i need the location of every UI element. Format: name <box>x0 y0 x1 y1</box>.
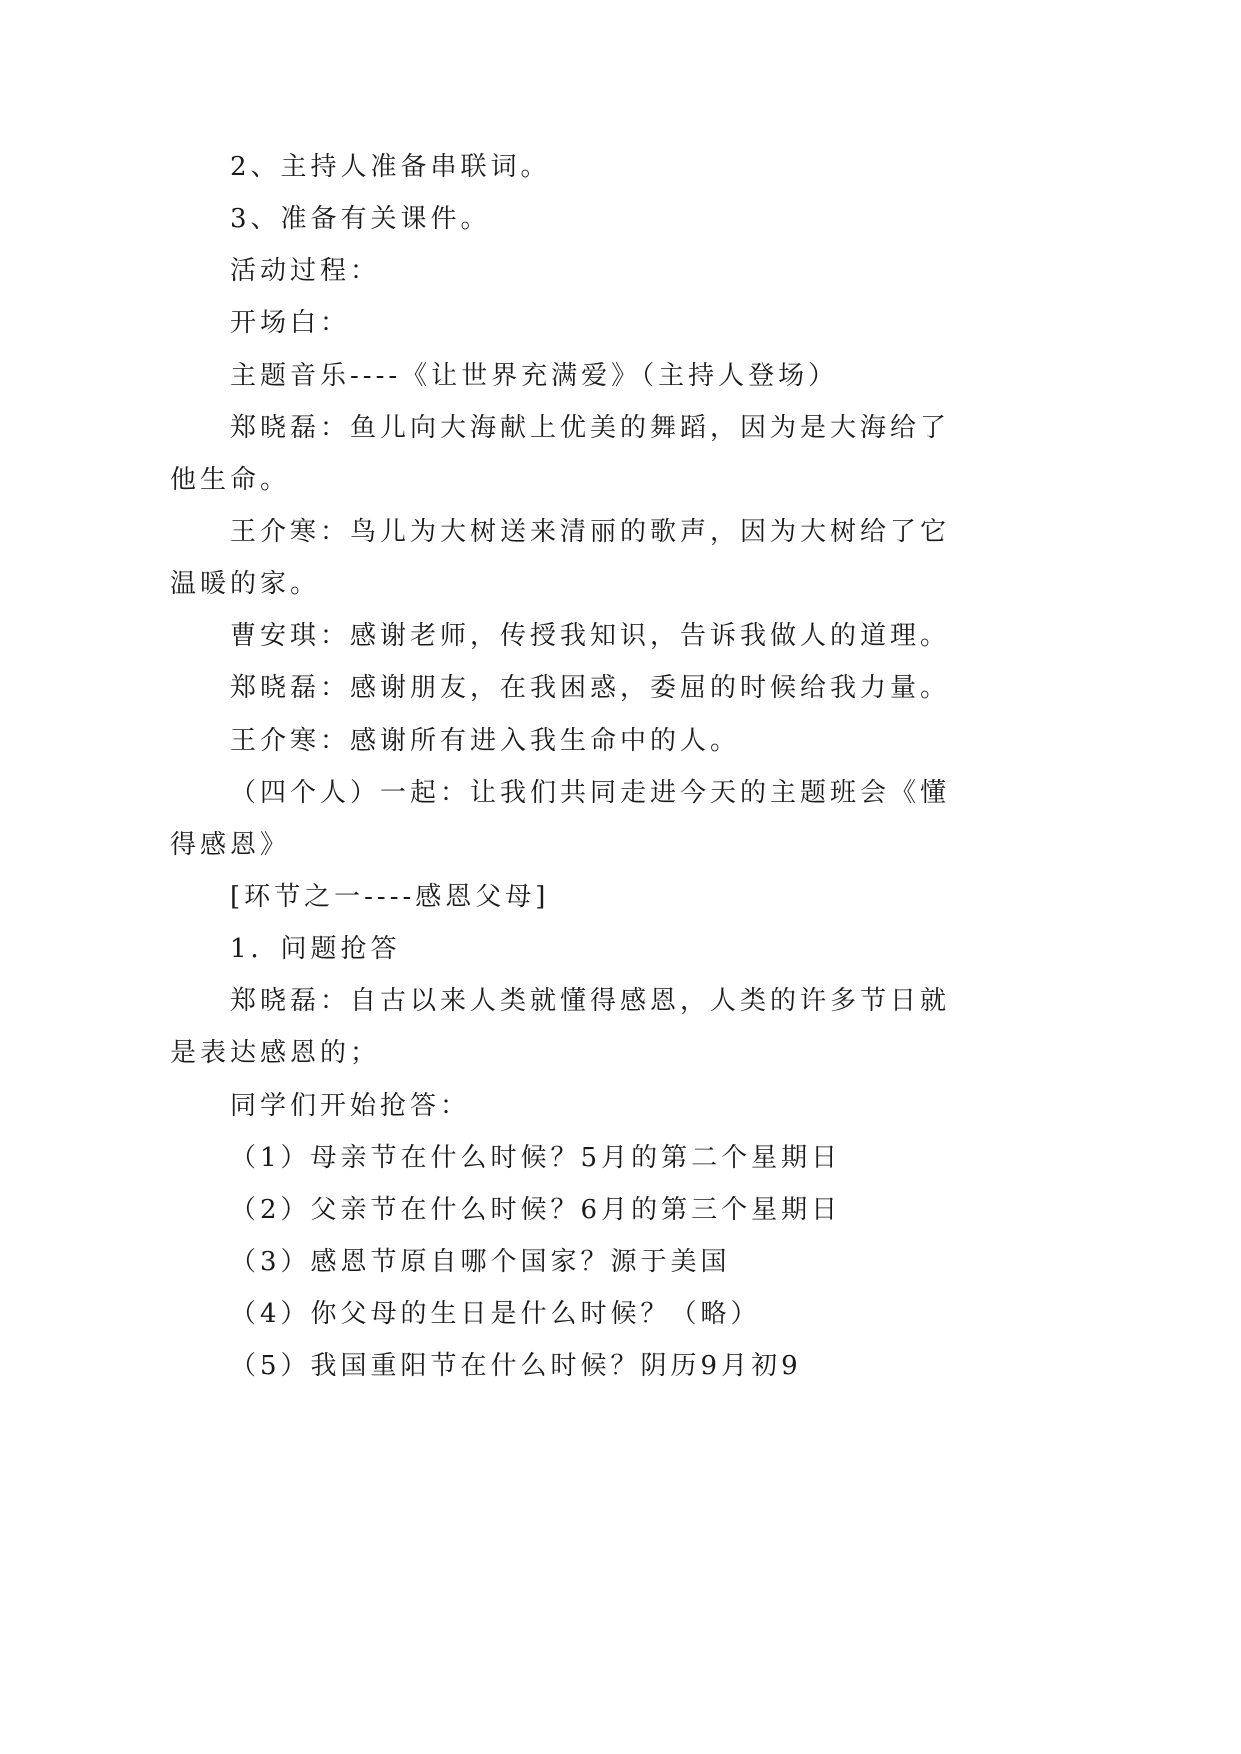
paragraph-line: 2、主持人准备串联词。 <box>230 152 551 182</box>
paragraph-line: （四个人）一起：让我们共同走进今天的主题班会《懂 <box>230 777 951 808</box>
paragraph-line: （3）感恩节原自哪个国家？源于美国 <box>230 1246 731 1277</box>
quiz-question-2 <box>170 1184 1070 1236</box>
paragraph-line: 郑晓磊：自古以来人类就懂得感恩，人类的许多节日就 <box>230 986 951 1017</box>
paragraph-line: （2）父亲节在什么时候？6月的第三个星期日 <box>230 1194 842 1225</box>
prep-item-2 <box>170 141 1070 193</box>
dialogue-paragraph <box>170 402 1070 506</box>
paragraph-line: （5）我国重阳节在什么时候？阴历9月初9 <box>230 1351 802 1382</box>
paragraph-line: 开场白： <box>230 308 351 339</box>
paragraph-line: [环节之一----感恩父母] <box>230 881 550 912</box>
paragraph-line: （4）你父母的生日是什么时候？（略） <box>230 1299 761 1330</box>
dialogue-paragraph <box>170 767 1070 871</box>
quiz-question-3 <box>170 1236 1070 1288</box>
paragraph-line: 3、准备有关课件。 <box>230 204 491 235</box>
prep-item-3 <box>170 193 1070 245</box>
paragraph-line: 王介寒：鸟儿为大树送来清丽的歌声，因为大树给了它 <box>230 516 951 547</box>
paragraph-line: 主题音乐----《让世界充满爱》（主持人登场） <box>230 360 839 391</box>
paragraph-line: 曹安琪：感谢老师，传授我知识，告诉我做人的道理。 <box>230 621 951 652</box>
paragraph-line: （1）母亲节在什么时候？5月的第二个星期日 <box>230 1142 842 1173</box>
paragraph-line: 王介寒：感谢所有进入我生命中的人。 <box>230 725 741 756</box>
paragraph-line: 1．问题抢答 <box>230 934 401 965</box>
dialogue-paragraph <box>170 610 1070 662</box>
theme-music-line <box>170 350 1070 402</box>
paragraph-line: 郑晓磊：鱼儿向大海献上优美的舞蹈，因为是大海给了 <box>230 412 951 443</box>
paragraph-line: 郑晓磊：感谢朋友，在我困惑，委屈的时候给我力量。 <box>230 673 951 704</box>
quiz-question-1 <box>170 1132 1070 1184</box>
dialogue-paragraph <box>170 975 1070 1079</box>
paragraph-line: 同学们开始抢答： <box>230 1090 471 1121</box>
dialogue-paragraph <box>170 662 1070 714</box>
paragraph-line: 温暖的家。 <box>170 569 321 600</box>
paragraph-line: 他生命。 <box>170 464 291 495</box>
paragraph-line: 得感恩》 <box>170 829 291 860</box>
section-heading-opening <box>170 297 1070 349</box>
dialogue-paragraph <box>170 715 1070 767</box>
subsection-heading-quiz <box>170 923 1070 975</box>
section-heading-segment-one <box>170 871 1070 923</box>
dialogue-paragraph <box>170 506 1070 610</box>
quiz-intro <box>170 1080 1070 1132</box>
paragraph-line: 活动过程： <box>230 256 381 287</box>
section-heading-activity-process <box>170 245 1070 297</box>
paragraph-line: 是表达感恩的； <box>170 1038 381 1069</box>
quiz-question-4 <box>170 1288 1070 1340</box>
quiz-question-5 <box>170 1340 1070 1392</box>
document-body <box>170 141 1070 1392</box>
